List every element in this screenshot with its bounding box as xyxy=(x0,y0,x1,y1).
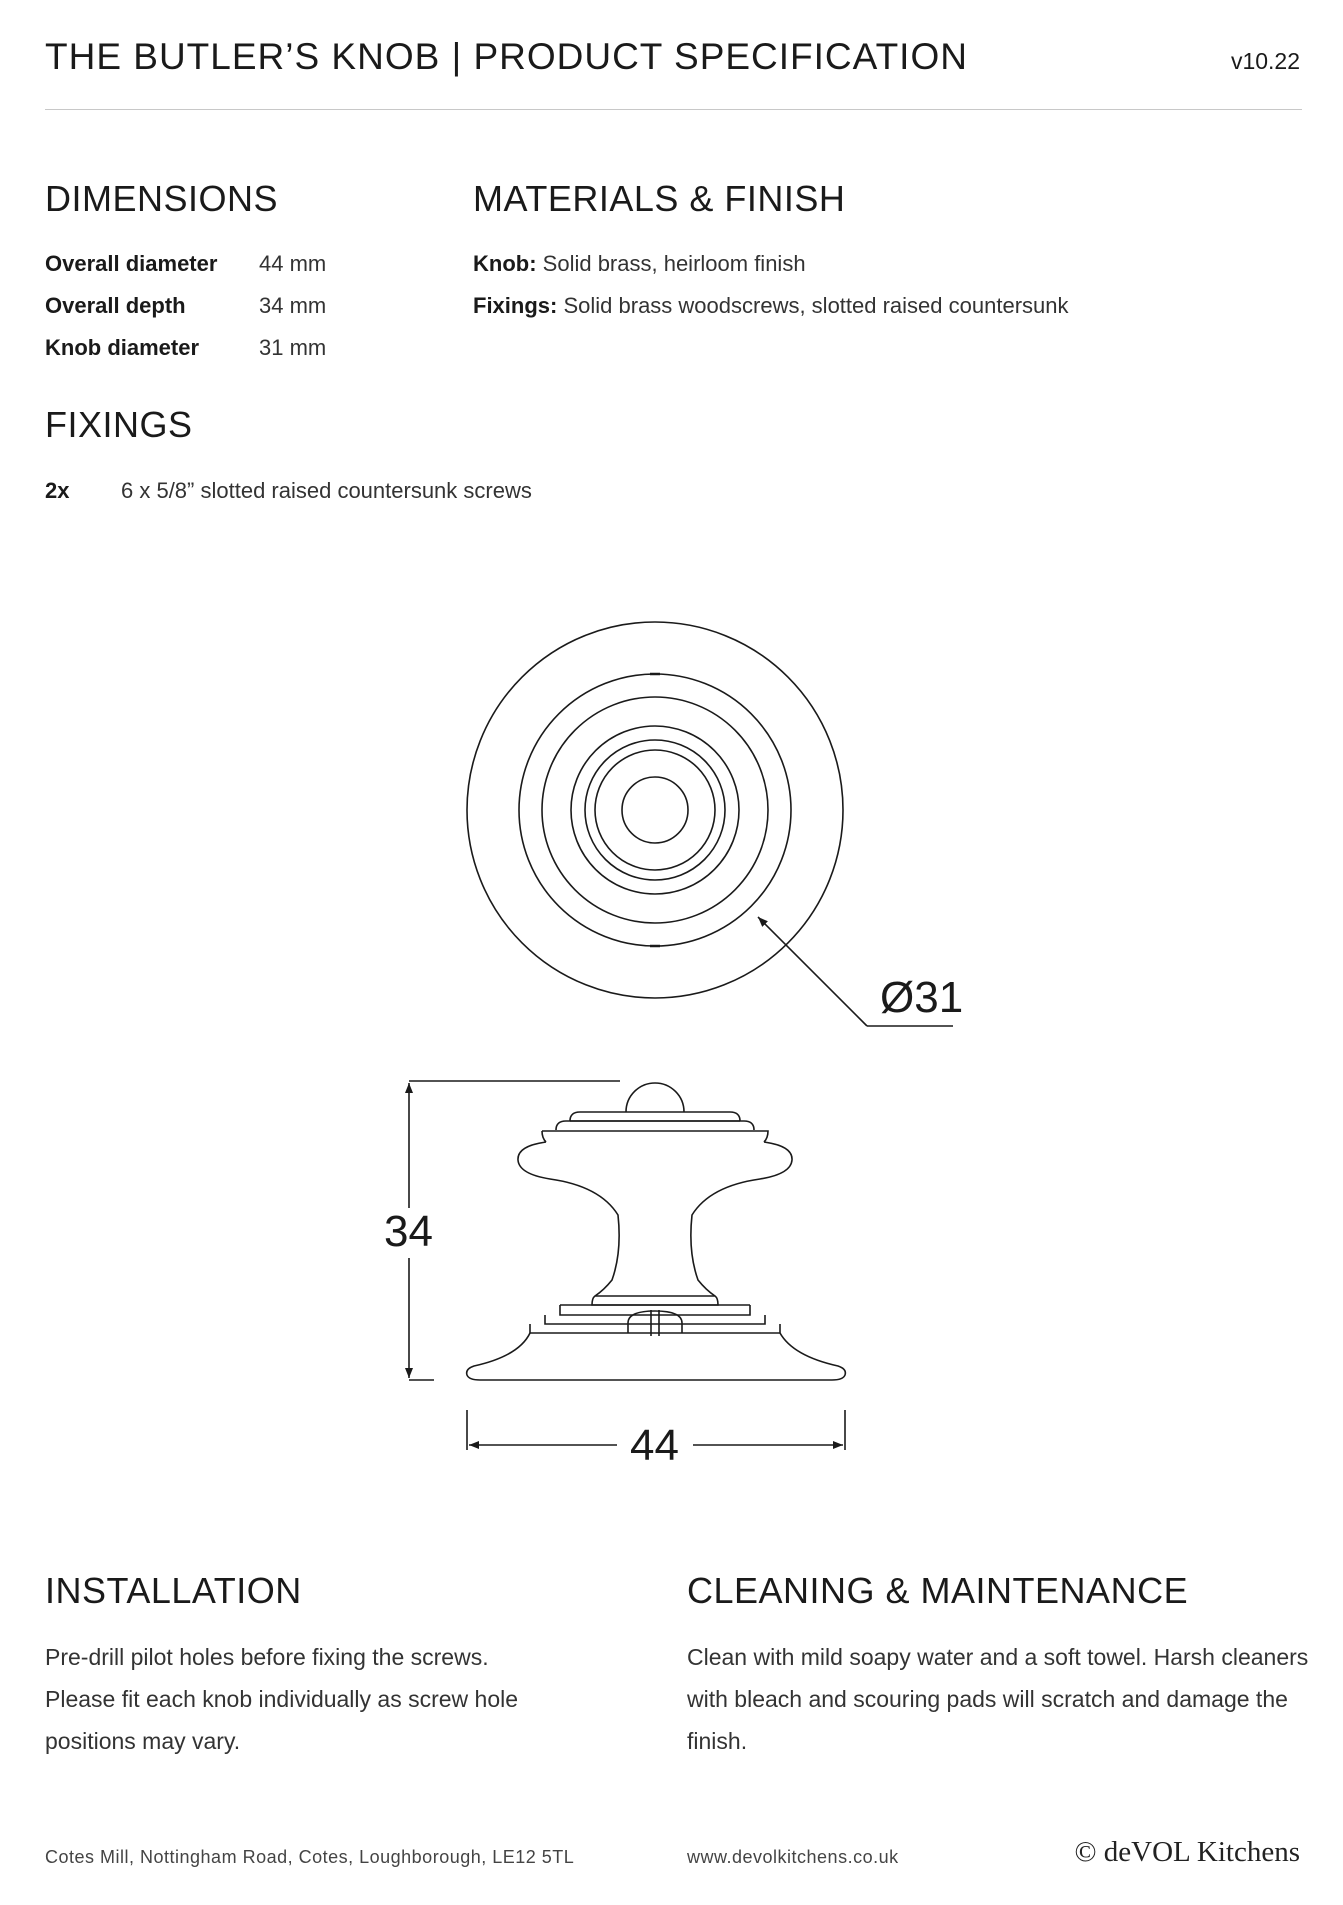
dimension-label: Knob diameter xyxy=(45,335,200,360)
materials-heading: MATERIALS & FINISH xyxy=(473,178,846,219)
depth-dimension-line xyxy=(409,1081,620,1380)
installation-line: Please fit each knob individually as screw hole xyxy=(45,1686,519,1712)
version-label: v10.22 xyxy=(1230,48,1300,74)
diameter-label: Ø31 xyxy=(880,973,964,1022)
dimension-label: Overall diameter xyxy=(45,251,218,276)
cleaning-line: Clean with mild soapy water and a soft towel. Harsh cleaners xyxy=(687,1644,1309,1670)
fixings-heading: FIXINGS xyxy=(45,404,193,445)
material-label: Fixings: xyxy=(473,293,558,318)
material-value: Solid brass woodscrews, slotted raised countersunk xyxy=(563,293,1069,318)
material-value: Solid brass, heirloom finish xyxy=(542,251,806,276)
width-label: 44 xyxy=(630,1421,679,1470)
dimension-value: 31 mm xyxy=(259,335,327,360)
dimension-value: 44 mm xyxy=(259,251,327,276)
cleaning-heading: CLEANING & MAINTENANCE xyxy=(687,1570,1189,1611)
cleaning-line: finish. xyxy=(687,1728,748,1754)
dimension-label: Overall depth xyxy=(45,293,186,318)
fixing-quantity: 2x xyxy=(45,478,70,503)
page-title: THE BUTLER’S KNOB | PRODUCT SPECIFICATION xyxy=(45,36,968,77)
installation-heading: INSTALLATION xyxy=(45,1570,302,1611)
brand-logo: © deVOL Kitchens xyxy=(1074,1836,1300,1868)
installation-text xyxy=(45,1636,605,1762)
knob-top-view xyxy=(467,622,843,998)
dimension-value: 34 mm xyxy=(259,293,327,318)
knob-side-view xyxy=(467,1083,846,1380)
footer-address: Cotes Mill, Nottingham Road, Cotes, Loughborough, LE12 5TL xyxy=(45,1847,575,1867)
installation-line: positions may vary. xyxy=(45,1728,241,1754)
depth-label: 34 xyxy=(384,1207,433,1256)
dimensions-heading: DIMENSIONS xyxy=(45,178,279,219)
cleaning-text xyxy=(687,1636,1327,1762)
installation-line: Pre-drill pilot holes before fixing the screws. xyxy=(45,1644,489,1670)
footer-website[interactable]: www.devolkitchens.co.uk xyxy=(687,1847,899,1867)
cleaning-line: with bleach and scouring pads will scratch and damage the xyxy=(687,1686,1288,1712)
material-label: Knob: xyxy=(473,251,537,276)
fixing-description: 6 x 5/8” slotted raised countersunk screws xyxy=(121,478,532,503)
